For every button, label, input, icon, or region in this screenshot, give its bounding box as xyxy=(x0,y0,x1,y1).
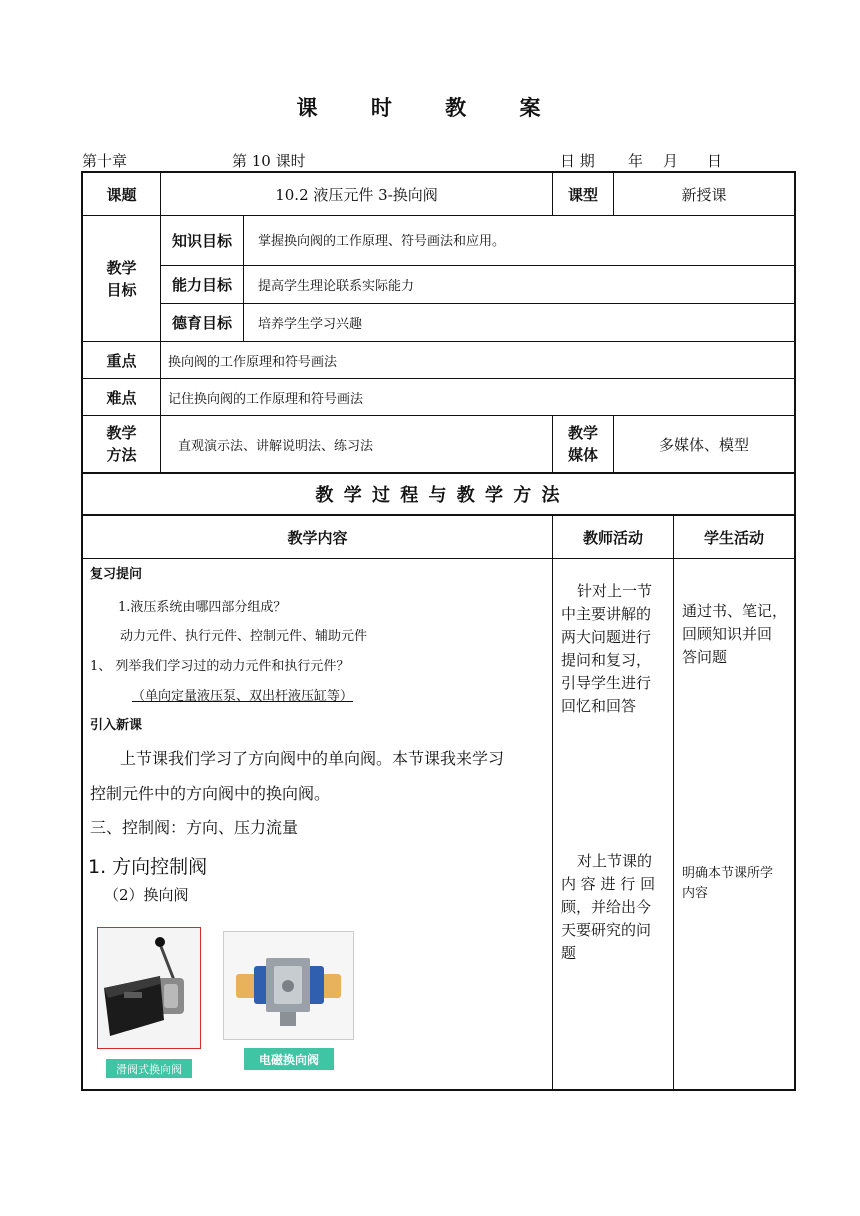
teacher-activity-1-line1: 针对上一节 xyxy=(577,582,653,600)
student-activity-2 xyxy=(682,864,794,904)
teacher-activity-2-line2: 内 容 进 行 回 xyxy=(561,875,656,893)
date-day: 日 xyxy=(707,152,723,170)
moral-goal-label: 德育目标 xyxy=(171,314,232,332)
column-header-teacher: 教师活动 xyxy=(582,528,643,547)
knowledge-goal-label: 知识目标 xyxy=(171,232,232,250)
spool-valve-caption: 滑阀式换向阀 xyxy=(106,1059,192,1078)
knowledge-goal-text: 掌握换向阀的工作原理、符号画法和应用。 xyxy=(258,234,506,249)
solenoid-valve-image xyxy=(223,931,354,1040)
difficulty-label: 难点 xyxy=(106,388,137,407)
method-text: 直观演示法、讲解说明法、练习法 xyxy=(178,438,374,454)
lesson-number: 第 10 课时 xyxy=(232,152,306,170)
teacher-activity-1-line4: 提问和复习， xyxy=(561,651,652,669)
intro-paragraph-line1: 上节课我们学习了方向阀中的单向阀。本节课我来学习 xyxy=(120,749,505,768)
student-activity-2-line2: 内容 xyxy=(682,886,709,901)
solenoid-valve-illustration xyxy=(224,932,353,1039)
teacher-activity-2-line4: 天要研究的问 xyxy=(561,921,652,939)
spool-valve-image xyxy=(97,927,201,1049)
media-label-line1: 教学 xyxy=(567,424,598,442)
topic-value: 10.2 液压元件 3-换向阀 xyxy=(275,185,438,204)
intro-heading: 引入新课 xyxy=(90,718,143,733)
intro-paragraph-line2: 控制元件中的方向阀中的换向阀。 xyxy=(90,784,331,803)
method-label-line1: 教学 xyxy=(106,424,137,442)
teacher-activity-1 xyxy=(561,580,669,718)
media-label xyxy=(553,416,613,472)
key-point-label: 重点 xyxy=(106,351,137,370)
date-year: 年 xyxy=(628,152,644,170)
subsection-direction-valve: 1. 方向控制阀 xyxy=(88,856,208,878)
column-header-content: 教学内容 xyxy=(287,528,348,547)
subsection-reversing-valve: （2）换向阀 xyxy=(104,886,189,904)
ability-goal-text: 提高学生理论联系实际能力 xyxy=(258,279,415,294)
goals-label xyxy=(83,216,160,341)
lesson-type-label: 课型 xyxy=(567,185,598,204)
lesson-type-value: 新授课 xyxy=(681,185,727,204)
student-activity-1-line3: 答问题 xyxy=(682,648,728,666)
process-title: 教 学 过 程 与 教 学 方 法 xyxy=(315,485,562,506)
teacher-activity-2-line5: 题 xyxy=(561,944,577,962)
date-month: 月 xyxy=(663,152,679,170)
review-question-2: 1、 列举我们学习过的动力元件和执行元件？ xyxy=(90,659,350,674)
review-question-1: 1.液压系统由哪四部分组成？ xyxy=(118,600,287,615)
student-activity-1-line1: 通过书、笔记， xyxy=(682,602,788,620)
solenoid-valve-caption: 电磁换向阀 xyxy=(244,1048,334,1070)
review-heading: 复习提问 xyxy=(90,567,143,582)
teacher-activity-1-line2: 中主要讲解的 xyxy=(561,605,652,623)
date-label: 日 期 xyxy=(560,152,595,170)
review-answer-1: 动力元件、执行元件、控制元件、辅助元件 xyxy=(120,629,368,644)
teacher-activity-1-line5: 引导学生进行 xyxy=(561,674,652,692)
goals-label-line2: 目标 xyxy=(106,280,137,299)
media-text: 多媒体、模型 xyxy=(658,435,749,454)
chapter-label: 第十章 xyxy=(82,152,128,170)
topic-label: 课题 xyxy=(106,185,137,204)
method-label-line2: 方法 xyxy=(106,446,137,464)
ability-goal-label: 能力目标 xyxy=(171,276,232,294)
difficulty-text: 记住换向阀的工作原理和符号画法 xyxy=(168,391,364,407)
key-point-text: 换向阀的工作原理和符号画法 xyxy=(168,354,338,370)
column-header-student: 学生活动 xyxy=(703,528,764,547)
teacher-activity-2-line3: 顾，并给出今 xyxy=(561,898,652,916)
teacher-activity-1-line3: 两大问题进行 xyxy=(561,628,652,646)
teacher-activity-2-line1: 对上节课的 xyxy=(577,852,653,870)
method-label xyxy=(83,416,160,472)
review-answer-2: （单向定量液压泵、双出杆液压缸等） xyxy=(132,689,354,704)
spool-valve-illustration xyxy=(98,928,199,1047)
media-label-line2: 媒体 xyxy=(567,446,598,464)
moral-goal-text: 培养学生学习兴趣 xyxy=(258,317,363,332)
document-title: 课 时 教 案 xyxy=(296,96,564,120)
student-activity-1 xyxy=(682,600,794,669)
teacher-activity-1-line6: 回忆和回答 xyxy=(561,697,637,715)
teacher-activity-2 xyxy=(561,850,669,965)
section-control-valves: 三、控制阀：方向、压力流量 xyxy=(90,818,299,837)
student-activity-2-line1: 明确本节课所学 xyxy=(682,866,774,881)
student-activity-1-line2: 回顾知识并回 xyxy=(682,625,773,643)
goals-label-line1: 教学 xyxy=(106,258,137,277)
